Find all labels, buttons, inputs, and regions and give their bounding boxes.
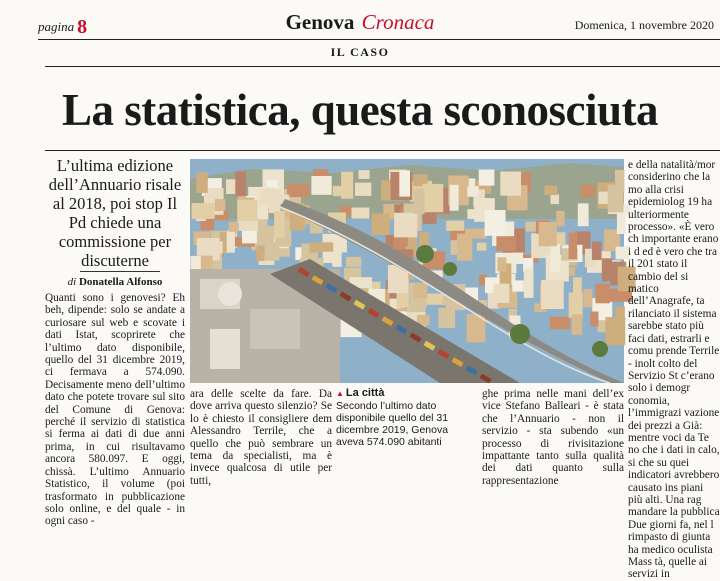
section-name: Cronaca bbox=[361, 10, 435, 34]
photo-building bbox=[467, 186, 479, 197]
photo-building bbox=[287, 184, 309, 197]
photo-building bbox=[573, 277, 582, 293]
subheadline: L’ultima edizione dell’Annuario risale al 2018, poi stop Il Pd chiede una commissione per discuterne bbox=[48, 156, 182, 270]
photo-building bbox=[237, 200, 257, 223]
photo-building bbox=[550, 317, 570, 330]
page-word: pagina bbox=[38, 19, 75, 34]
photo-building bbox=[496, 236, 516, 251]
byline-author: Donatella Alfonso bbox=[78, 276, 163, 288]
caption-text: Secondo l’ultimo dato disponibile quello del 31 dicembre 2019, Genova aveva 574.090 abitanti bbox=[336, 400, 449, 448]
photo-building bbox=[227, 232, 235, 253]
caption-title-line bbox=[336, 387, 478, 400]
photo-building bbox=[569, 233, 577, 259]
photo-building bbox=[556, 211, 564, 227]
article-column-2: ara delle scelte da fare. Da dove arriva questo silenzio? Se lo è chiesto il consigliere dem Alessandro Terrile, che a quello che può sembrare un tema da specialisti, ma è invece qualcosa di utile per tutti, bbox=[190, 388, 332, 487]
photo-building bbox=[394, 213, 417, 238]
photo-building bbox=[438, 308, 455, 328]
photo-building bbox=[605, 317, 625, 345]
photo-building bbox=[544, 186, 557, 196]
photo-building bbox=[399, 170, 410, 196]
city-photo-illustration bbox=[190, 159, 624, 383]
photo-building bbox=[359, 170, 370, 179]
photo-building bbox=[465, 229, 487, 239]
photo-building bbox=[512, 280, 524, 291]
photo-building bbox=[595, 284, 610, 304]
photo-building bbox=[581, 185, 596, 198]
photo-building bbox=[346, 257, 361, 267]
photo-building bbox=[235, 171, 246, 196]
photo-building bbox=[311, 176, 331, 195]
article-column-4: ghe prima nelle mani dell’ex vice Stefano Balleari - è stata che l’Annuario - non il servizio - sta subendo «un processo di rivisitazione impattante tanto sulla qualità dei dati quanto sulla rappresentazione bbox=[482, 388, 624, 487]
photo-building bbox=[497, 257, 506, 271]
photo-building bbox=[551, 194, 560, 204]
article-column-1: Quanti sono i genovesi? Eh beh, dipende: solo se andate a curiosare sul web e scovate i dati Istat, scoprirete che l’ultimo dato disponibile, quello del 31 dicembre 2019, ci fermava a 574.090. Decisamente meno dell’ultimo dato che potete trovare sul sito del Comune di Genova: perché il servizio di statistica si ferma ai dati di due anni prima, in cui risultavamo ancora 580.097. E oggi, chissà. L’ultimo Annuario Statistico, il volume (poi trasformato in pubblicazione solo online, e del quale - in ogni caso - bbox=[45, 292, 185, 528]
masthead-rule bbox=[38, 39, 720, 40]
city-photo bbox=[190, 159, 624, 383]
byline bbox=[45, 276, 185, 288]
kicker-rule bbox=[45, 66, 720, 67]
photo-building bbox=[229, 222, 238, 233]
photo-building bbox=[341, 172, 353, 199]
photo-building bbox=[541, 280, 564, 309]
photo-building bbox=[479, 170, 495, 186]
photo-building bbox=[450, 185, 459, 211]
photo-building bbox=[485, 210, 506, 236]
photo-building bbox=[321, 242, 334, 251]
photo-building bbox=[494, 284, 510, 303]
photo-building bbox=[578, 203, 589, 226]
photo-building bbox=[256, 246, 264, 262]
photo-building bbox=[590, 312, 598, 327]
photo-building bbox=[423, 211, 437, 224]
page-number: 8 bbox=[77, 16, 88, 38]
masthead bbox=[0, 0, 720, 40]
headline-rule bbox=[45, 150, 720, 151]
photo-building bbox=[592, 242, 602, 260]
section-city: Genova bbox=[285, 10, 355, 34]
photo-building bbox=[372, 214, 390, 235]
headline: La statistica, questa sconosciuta bbox=[61, 85, 658, 135]
photo-building bbox=[608, 185, 624, 213]
article-column-5: e della natalità/mor considerino che la mo alla crisi epidemiolog 19 ha ulteriormente processo». «È vero ch importante erano i d ed è vero che tra il 201 stato il cambio del si matico dell’Anagrafe, ta rilanciato il sistema sarebbe stato più faci dati, estrarli e comu prende Terrile - inolt colto del Servizio St c’erano solo i demogr conomia, l’immigrazi vazione dei prezzi a Già: mentre voci da Te no che i dati in calo, si che su quei indicatori avrebbero causato ins piani più alti. Una rag mandare la pubblica Due giorni fa, nel l rimpasto di giunta ha medico oculista Mass tà, quelle ai servizi in bbox=[628, 159, 720, 581]
photo-building bbox=[215, 199, 225, 211]
photo-building bbox=[583, 289, 592, 307]
photo-building bbox=[332, 246, 341, 267]
photo-building bbox=[352, 208, 370, 219]
photo-building bbox=[355, 183, 371, 196]
photo-building bbox=[196, 173, 208, 193]
photo-building bbox=[446, 221, 464, 231]
photo-building bbox=[539, 222, 557, 246]
photo-building bbox=[550, 244, 560, 272]
photo-building bbox=[500, 172, 521, 196]
photo-building bbox=[192, 203, 215, 219]
photo-building bbox=[477, 243, 487, 251]
photo-building bbox=[239, 221, 258, 231]
photo-building bbox=[274, 211, 285, 238]
photo-building bbox=[569, 293, 583, 318]
photo-building bbox=[414, 189, 425, 214]
byline-rule bbox=[80, 271, 160, 272]
caption-triangle-icon: ▲ bbox=[336, 389, 344, 398]
photo-building bbox=[414, 284, 428, 298]
photo-building bbox=[202, 241, 223, 253]
caption-title: La città bbox=[345, 387, 385, 399]
photo-building bbox=[524, 269, 534, 298]
photo-building bbox=[423, 184, 444, 212]
kicker: IL CASO bbox=[330, 45, 390, 59]
photo-building bbox=[572, 314, 583, 335]
photo-caption bbox=[336, 387, 478, 448]
issue-date: Domenica, 1 novembre 2020 bbox=[574, 18, 714, 32]
byline-prefix: di bbox=[67, 276, 77, 288]
